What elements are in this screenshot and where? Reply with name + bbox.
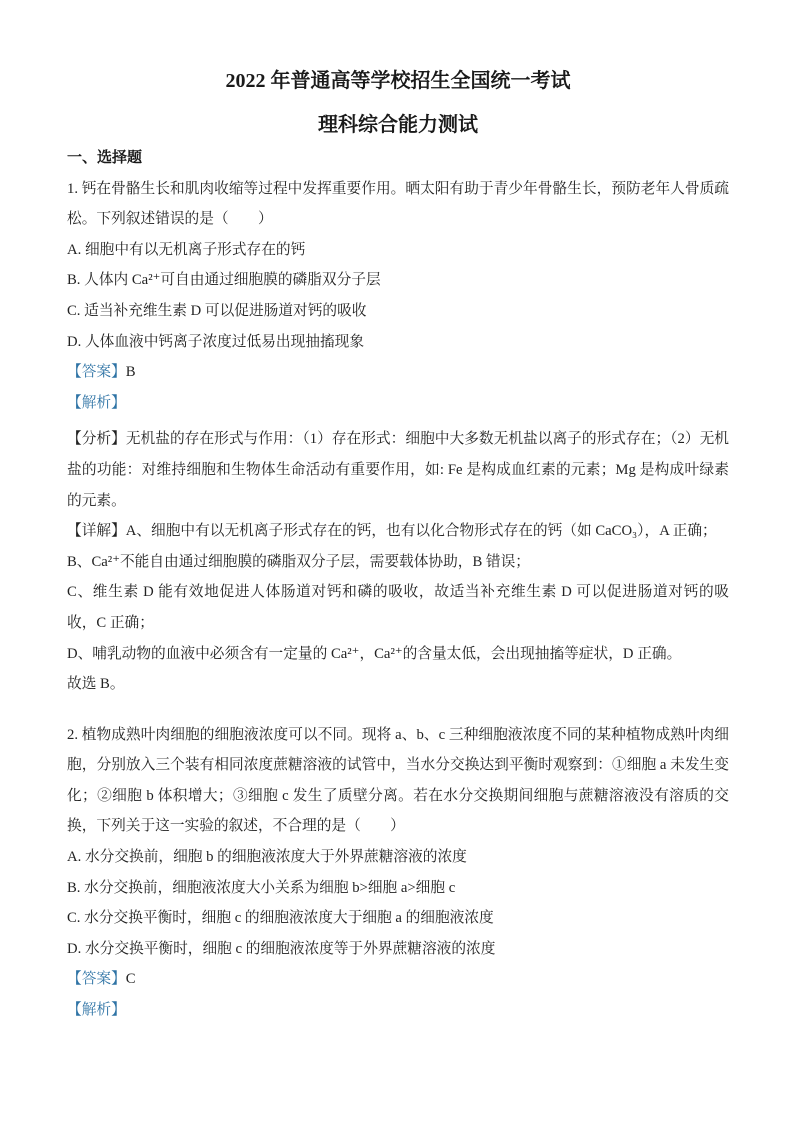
q2-answer-value: C — [125, 971, 136, 988]
q1-answer-label: 【答案】 — [67, 364, 126, 381]
q2-analysis-label-line — [67, 995, 729, 1026]
q1-answer-value: B — [125, 364, 136, 381]
q1-explanation-analysis: 【分析】无机盐的存在形式与作用：（1）存在形式：细胞中大多数无机盐以离子的形式存在；（2）无机盐的功能：对维持细胞和生物体生命活动有重要作用，如: Fe 是构成血红素的元素；Mg 是构成叶绿素的元素。 — [67, 431, 729, 509]
q2-option-a: A. 水分交换前，细胞 b 的细胞液浓度大于外界蔗糖溶液的浓度 — [67, 849, 467, 866]
section-heading-multiple-choice: 一、选择题 — [67, 150, 143, 166]
q1-analysis-label: 【解析】 — [67, 394, 126, 411]
q1-explanation-conclusion: 故选 B。 — [67, 676, 125, 693]
q2-option-b: B. 水分交换前，细胞液浓度大小关系为细胞 b>细胞 a>细胞 c — [67, 879, 456, 896]
q1-option-b: B. 人体内 Ca²⁺可自由通过细胞膜的磷脂双分子层 — [67, 272, 381, 289]
q2-analysis-label: 【解析】 — [67, 1002, 126, 1019]
q2-option-c: C. 水分交换平衡时，细胞 c 的细胞液浓度大于细胞 a 的细胞液浓度 — [67, 910, 494, 927]
q1-option-a: A. 细胞中有以无机离子形式存在的钙 — [67, 241, 306, 258]
q2-answer-line — [67, 964, 729, 995]
q1-answer-line — [67, 357, 729, 388]
q1-analysis-label-line — [67, 388, 729, 419]
q1-explanation-detail-d: D、哺乳动物的血液中必须含有一定量的 Ca²⁺，Ca²⁺的含量太低，会出现抽搐等症状，D 正确。 — [67, 645, 682, 662]
q1-explanation-detail-b: B、Ca²⁺不能自由通过细胞膜的磷脂双分子层，需要载体协助，B 错误； — [67, 553, 530, 570]
q1-option-c: C. 适当补充维生素 D 可以促进肠道对钙的吸收 — [67, 302, 367, 319]
q1-explanation-detail-a: 【详解】A、细胞中有以无机离子形式存在的钙，也有以化合物形式存在的钙（如 CaCO₃），A 正确； — [67, 523, 717, 540]
doc-title-line2: 理科综合能力测试 — [318, 114, 478, 136]
q1-explanation-detail-c: C、维生素 D 能有效地促进人体肠道对钙和磷的吸收，故适当补充维生素 D 可以促进肠道对钙的吸收，C 正确； — [67, 584, 729, 631]
q1-option-d: D. 人体血液中钙离子浓度过低易出现抽搐现象 — [67, 333, 365, 350]
q2-stem: 2. 植物成熟叶肉细胞的细胞液浓度可以不同。现将 a、b、c 三种细胞液浓度不同的某种植物成熟叶肉细胞，分别放入三个装有相同浓度蔗糖溶液的试管中，当水分交换达到平衡时观察到：①细胞 a 未发生变化；②细胞 b 体积增大；③细胞 c 发生了质壁分离。若在水分交换期间细胞与蔗糖溶液没有溶质的交换，下列关于这一实验的叙述，不合理的是（ ） — [67, 726, 729, 835]
q1-stem: 1. 钙在骨骼生长和肌肉收缩等过程中发挥重要作用。晒太阳有助于青少年骨骼生长，预防老年人骨质疏松。下列叙述错误的是（ ） — [67, 180, 729, 228]
q2-option-d: D. 水分交换平衡时，细胞 c 的细胞液浓度等于外界蔗糖溶液的浓度 — [67, 940, 496, 957]
q2-answer-label: 【答案】 — [67, 971, 126, 988]
doc-title-line1: 2022 年普通高等学校招生全国统一考试 — [225, 70, 571, 92]
